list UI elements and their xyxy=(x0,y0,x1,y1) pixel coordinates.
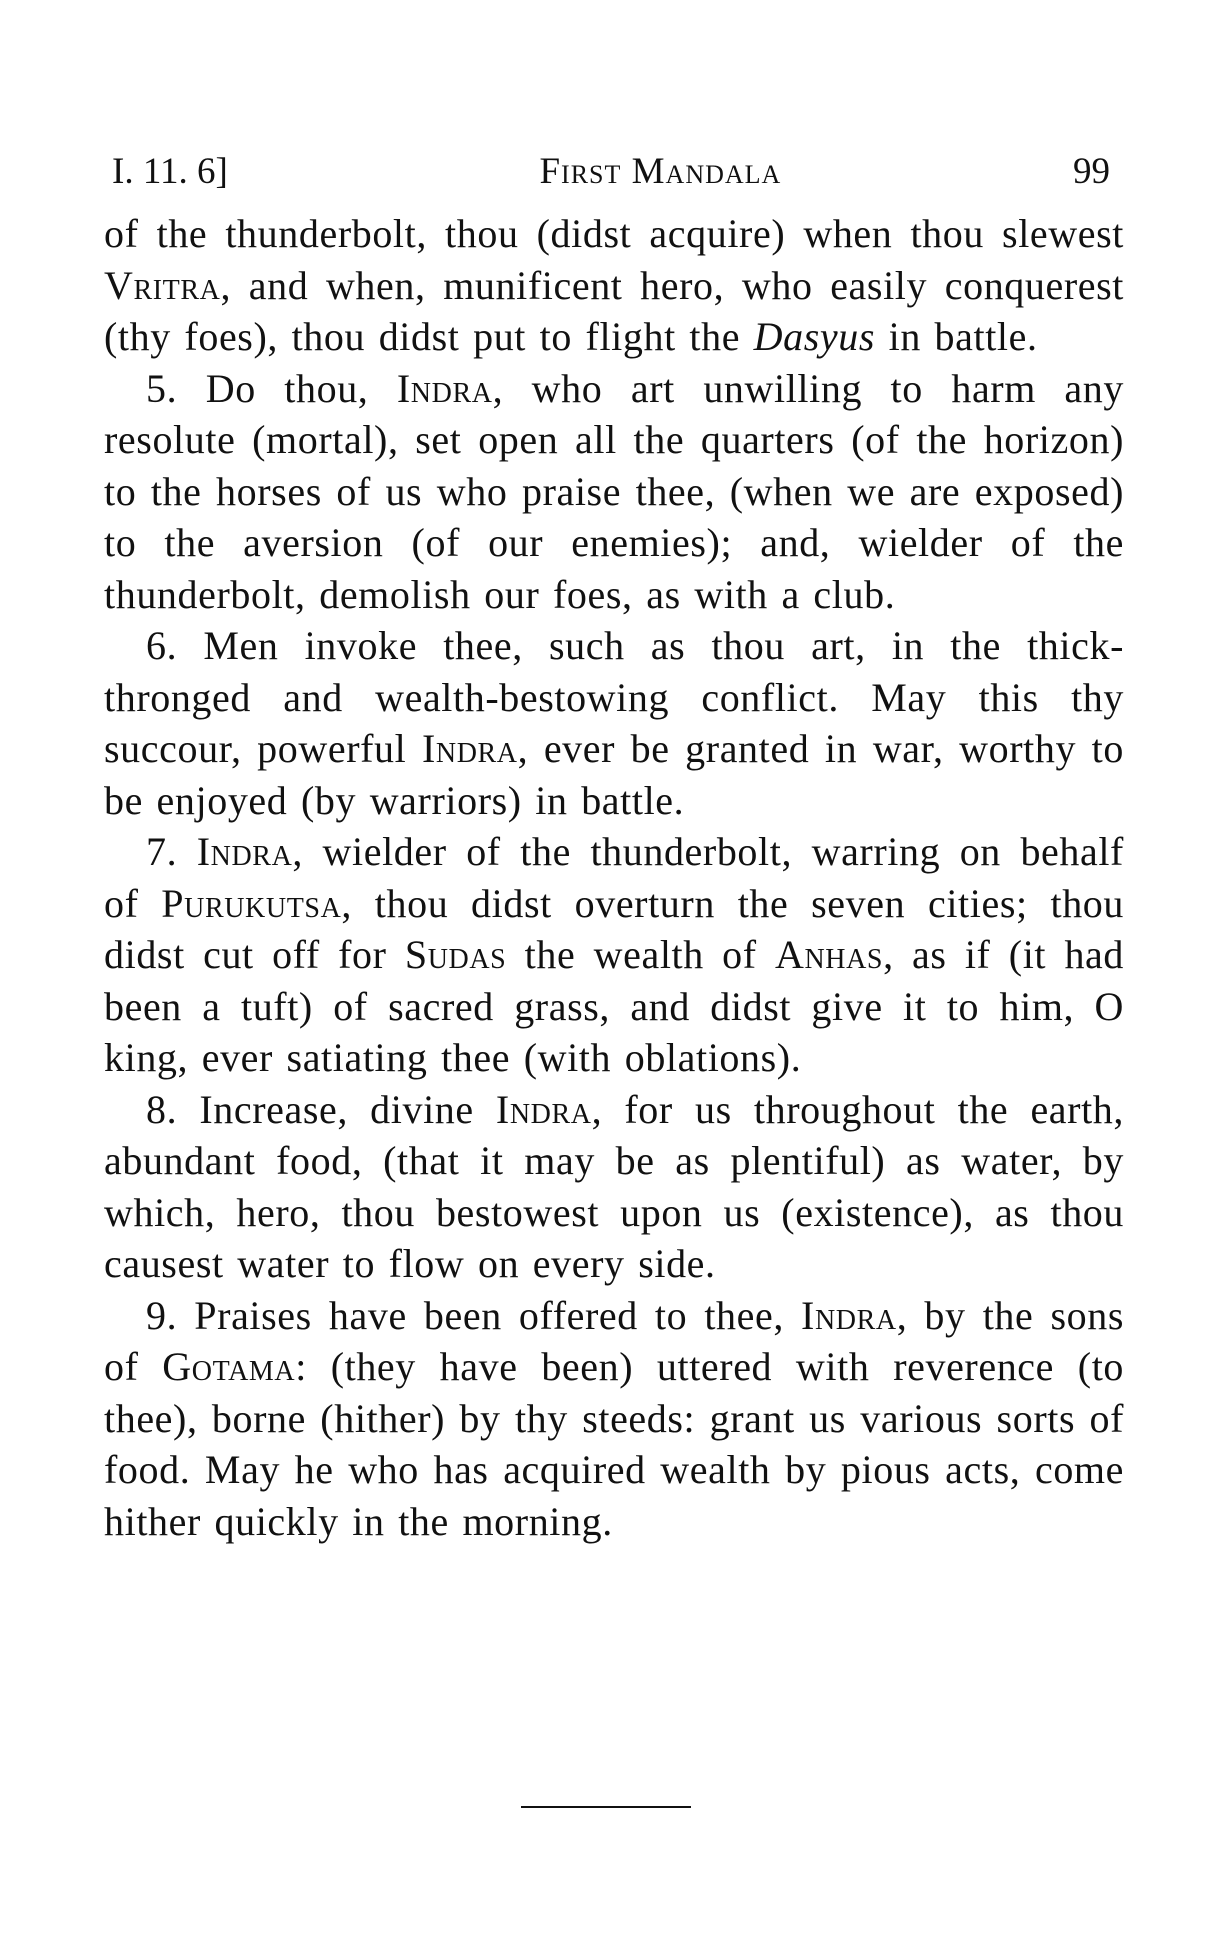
proper-name: Gotama xyxy=(162,1344,296,1389)
verse-number: 6. xyxy=(146,623,204,668)
text-run: of the thunderbolt, thou (didst acquire) when thou slewest xyxy=(104,211,1124,256)
verse-number: 7. xyxy=(146,829,197,874)
body-text xyxy=(104,208,1124,1547)
verse-5 xyxy=(104,363,1124,621)
text-run: , as if (it had been a tuft) of sacred grass, and didst give it to him, O king, ever satiating thee (with oblations). xyxy=(104,932,1124,1080)
text-run: , wielder of the thunderbolt, warring on behalf of xyxy=(104,829,1124,926)
proper-name: Indra xyxy=(495,1086,592,1132)
paragraph-continuation xyxy=(104,208,1124,363)
proper-name: Purukutsa xyxy=(161,880,342,926)
text-run: Increase, divine xyxy=(199,1086,496,1132)
proper-name: Indra xyxy=(396,365,493,411)
proper-name: Indra xyxy=(196,829,293,874)
proper-name: Vritra xyxy=(104,262,221,308)
end-rule xyxy=(521,1806,691,1808)
verse-7 xyxy=(104,826,1124,1084)
text-run: , and when, munificent hero, who easily conquerest (thy foes), thou didst put to flight the xyxy=(104,262,1124,359)
text-run: : (they have been) uttered with reverence (to thee), borne (hither) by thy steeds: grant us various sorts of food. May he who has acquired wealth by pious acts, come hither quickly in the morning. xyxy=(104,1344,1125,1544)
verse-number: 8. xyxy=(146,1086,200,1132)
text-run: Do thou, xyxy=(205,365,397,411)
text-run: Praises have been offered to thee, xyxy=(194,1292,802,1338)
text-run: in battle. xyxy=(875,314,1038,359)
text-run: the wealth of xyxy=(506,932,775,977)
proper-name: Indra xyxy=(421,726,518,771)
proper-name: Anhas xyxy=(774,932,884,977)
verse-6 xyxy=(104,620,1124,826)
verse-number: 5. xyxy=(146,365,206,411)
text-run: , by the sons of xyxy=(104,1292,1124,1389)
text-run: , thou didst overturn the seven cities; thou didst cut off for xyxy=(104,880,1124,977)
running-head xyxy=(104,150,1124,194)
verse-number: 9. xyxy=(146,1292,195,1338)
proper-name: Indra xyxy=(801,1292,897,1338)
page-number: 99 xyxy=(1073,151,1110,192)
book-page xyxy=(104,150,1124,1547)
section-reference: I. 11. 6] xyxy=(112,151,228,192)
running-title: First Mandala xyxy=(539,151,782,192)
text-run: , ever be granted in war, worthy to be enjoyed (by warriors) in battle. xyxy=(104,726,1124,823)
verse-9 xyxy=(104,1290,1124,1548)
verse-8 xyxy=(104,1084,1124,1290)
text-run: , who art unwilling to harm any resolute (mortal), set open all the quarters (of the horizon) to the horses of us who praise thee, (when we are exposed) to the aversion (of our enemies); and, wielder of the thunderbolt, demolish our foes, as with a club. xyxy=(104,365,1124,617)
text-run: , for us throughout the earth, abundant food, (that it may be as plentiful) as water, by which, hero, thou bestowest upon us (existence), as thou causest water to flow on every side. xyxy=(104,1086,1124,1286)
text-run: Men invoke thee, such as thou art, in the thick-thronged and wealth-bestowing conflict. May this thy succour, powerful xyxy=(104,623,1124,771)
italic-term: Dasyus xyxy=(753,314,876,359)
proper-name: Sudas xyxy=(404,932,507,977)
